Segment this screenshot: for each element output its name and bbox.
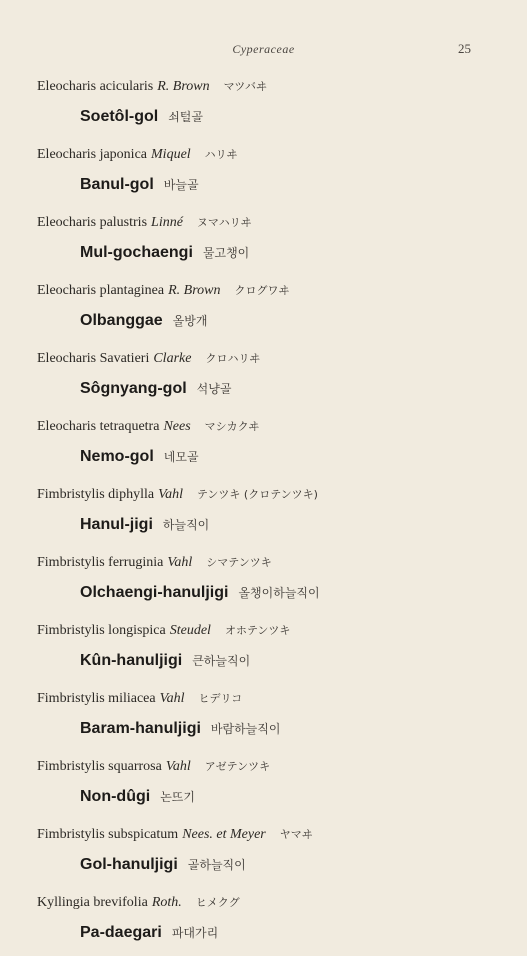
author-name: Vahl: [167, 555, 193, 570]
author-name: Clarke: [153, 351, 192, 366]
korean-hangul-name: 바람하늘직이: [210, 722, 281, 736]
korean-name-line: [80, 788, 195, 806]
scientific-name: Fimbristylis subspicatum: [37, 827, 179, 842]
korean-name-line: [80, 244, 249, 262]
japanese-name: アゼテンツキ: [204, 760, 271, 773]
japanese-name: オホテンツキ: [224, 624, 291, 637]
korean-romanized-name: Baram-hanuljigi: [80, 720, 201, 737]
scientific-name-line: [37, 622, 290, 639]
korean-name-line: [80, 176, 199, 194]
author-name: Steudel: [169, 623, 211, 638]
scientific-name: Kyllingia brevifolia: [37, 895, 148, 910]
scientific-name: Fimbristylis miliacea: [37, 691, 156, 706]
korean-romanized-name: Olbanggae: [80, 312, 163, 329]
japanese-name: マシカクヰ: [204, 420, 260, 433]
species-list: [0, 72, 527, 956]
species-entry: [0, 344, 527, 412]
scientific-name: Fimbristylis longispica: [37, 623, 166, 638]
korean-hangul-name: 하늘직이: [162, 518, 210, 532]
species-entry: [0, 820, 527, 888]
scientific-name: Eleocharis palustris: [37, 215, 148, 230]
scientific-name-line: [37, 350, 260, 367]
scientific-name: Fimbristylis squarrosa: [37, 759, 162, 774]
korean-romanized-name: Sôgnyang-gol: [80, 380, 187, 397]
scientific-name-line: [37, 758, 270, 775]
korean-hangul-name: 골하늘직이: [187, 858, 246, 872]
korean-name-line: [80, 856, 246, 874]
korean-romanized-name: Gol-hanuljigi: [80, 856, 178, 873]
korean-name-line: [80, 924, 218, 942]
scientific-name: Eleocharis acicularis: [37, 79, 154, 94]
japanese-name: ハリヰ: [204, 148, 238, 161]
species-entry: [0, 140, 527, 208]
species-entry: [0, 480, 527, 548]
scientific-name-line: [37, 78, 267, 95]
korean-name-line: [80, 448, 199, 466]
scientific-name: Eleocharis plantaginea: [37, 283, 165, 298]
author-name: Vahl: [158, 487, 183, 502]
korean-hangul-name: 쇠털골: [168, 110, 203, 124]
korean-romanized-name: Mul-gochaengi: [80, 244, 193, 261]
page-number: 25: [458, 41, 471, 56]
japanese-name: マツバヰ: [223, 80, 268, 93]
korean-hangul-name: 물고챙이: [202, 246, 250, 260]
author-name: Vahl: [159, 691, 185, 706]
korean-hangul-name: 네모골: [163, 450, 199, 464]
korean-romanized-name: Olchaengi-hanuljigi: [80, 584, 229, 601]
species-entry: [0, 684, 527, 752]
species-entry: [0, 208, 527, 276]
species-entry: [0, 888, 527, 956]
running-head: Cyperaceae: [232, 42, 295, 56]
species-entry: [0, 548, 527, 616]
korean-romanized-name: Pa-daegari: [80, 924, 162, 941]
japanese-name: ヌマハリヰ: [196, 216, 252, 229]
species-entry: [0, 752, 527, 820]
scientific-name-line: [37, 554, 272, 571]
author-name: Linné: [151, 215, 183, 230]
korean-name-line: [80, 720, 280, 738]
japanese-name: テンツキ (クロテンツキ): [196, 488, 318, 501]
scientific-name-line: [37, 214, 252, 231]
japanese-name: クロハリヰ: [205, 352, 261, 365]
japanese-name: シマテンツキ: [206, 556, 272, 569]
korean-romanized-name: Nemo-gol: [80, 448, 154, 465]
japanese-name: クログワヰ: [234, 284, 290, 297]
scientific-name: Eleocharis japonica: [37, 147, 148, 162]
species-entry: [0, 276, 527, 344]
species-entry: [0, 72, 527, 140]
korean-name-line: [80, 312, 207, 330]
korean-romanized-name: Hanul-jigi: [80, 516, 153, 533]
scientific-name-line: [37, 486, 318, 503]
scientific-name: Eleocharis tetraquetra: [37, 419, 160, 434]
korean-hangul-name: 파대가리: [171, 926, 219, 940]
korean-romanized-name: Non-dûgi: [80, 788, 151, 805]
author-name: Vahl: [165, 759, 191, 774]
korean-name-line: [80, 516, 209, 534]
scientific-name-line: [37, 282, 289, 299]
korean-romanized-name: Banul-gol: [80, 176, 154, 193]
scientific-name-line: [37, 146, 237, 163]
species-entry: [0, 616, 527, 684]
author-name: Nees: [163, 419, 191, 434]
scientific-name: Eleocharis Savatieri: [37, 351, 150, 366]
japanese-name: ヒデリコ: [198, 692, 243, 705]
author-name: R. Brown: [157, 79, 210, 94]
author-name: Miquel: [151, 147, 191, 162]
scientific-name: Fimbristylis diphylla: [37, 487, 155, 502]
scientific-name-line: [37, 418, 259, 435]
korean-hangul-name: 올챙이하늘직이: [238, 586, 320, 600]
japanese-name: ヤマヰ: [279, 828, 313, 841]
korean-name-line: [80, 380, 231, 398]
species-entry: [0, 412, 527, 480]
scientific-name-line: [37, 894, 240, 911]
scientific-name: Fimbristylis ferruginia: [37, 555, 164, 570]
korean-romanized-name: Kûn-hanuljigi: [80, 652, 183, 669]
korean-hangul-name: 석냥골: [196, 382, 232, 396]
korean-name-line: [80, 652, 250, 670]
scientific-name-line: [37, 690, 242, 707]
korean-hangul-name: 큰하늘직이: [192, 654, 251, 668]
korean-hangul-name: 논뜨기: [160, 790, 195, 804]
korean-name-line: [80, 108, 203, 126]
korean-hangul-name: 바늘골: [163, 178, 199, 192]
korean-name-line: [80, 584, 320, 602]
japanese-name: ヒメクグ: [195, 896, 240, 909]
author-name: Nees. et Meyer: [182, 827, 266, 842]
author-name: R. Brown: [168, 283, 221, 298]
author-name: Roth.: [151, 895, 182, 910]
scientific-name-line: [37, 826, 313, 843]
korean-romanized-name: Soetôl-gol: [80, 108, 159, 125]
korean-hangul-name: 올방개: [172, 314, 208, 328]
page-header: [0, 40, 527, 60]
